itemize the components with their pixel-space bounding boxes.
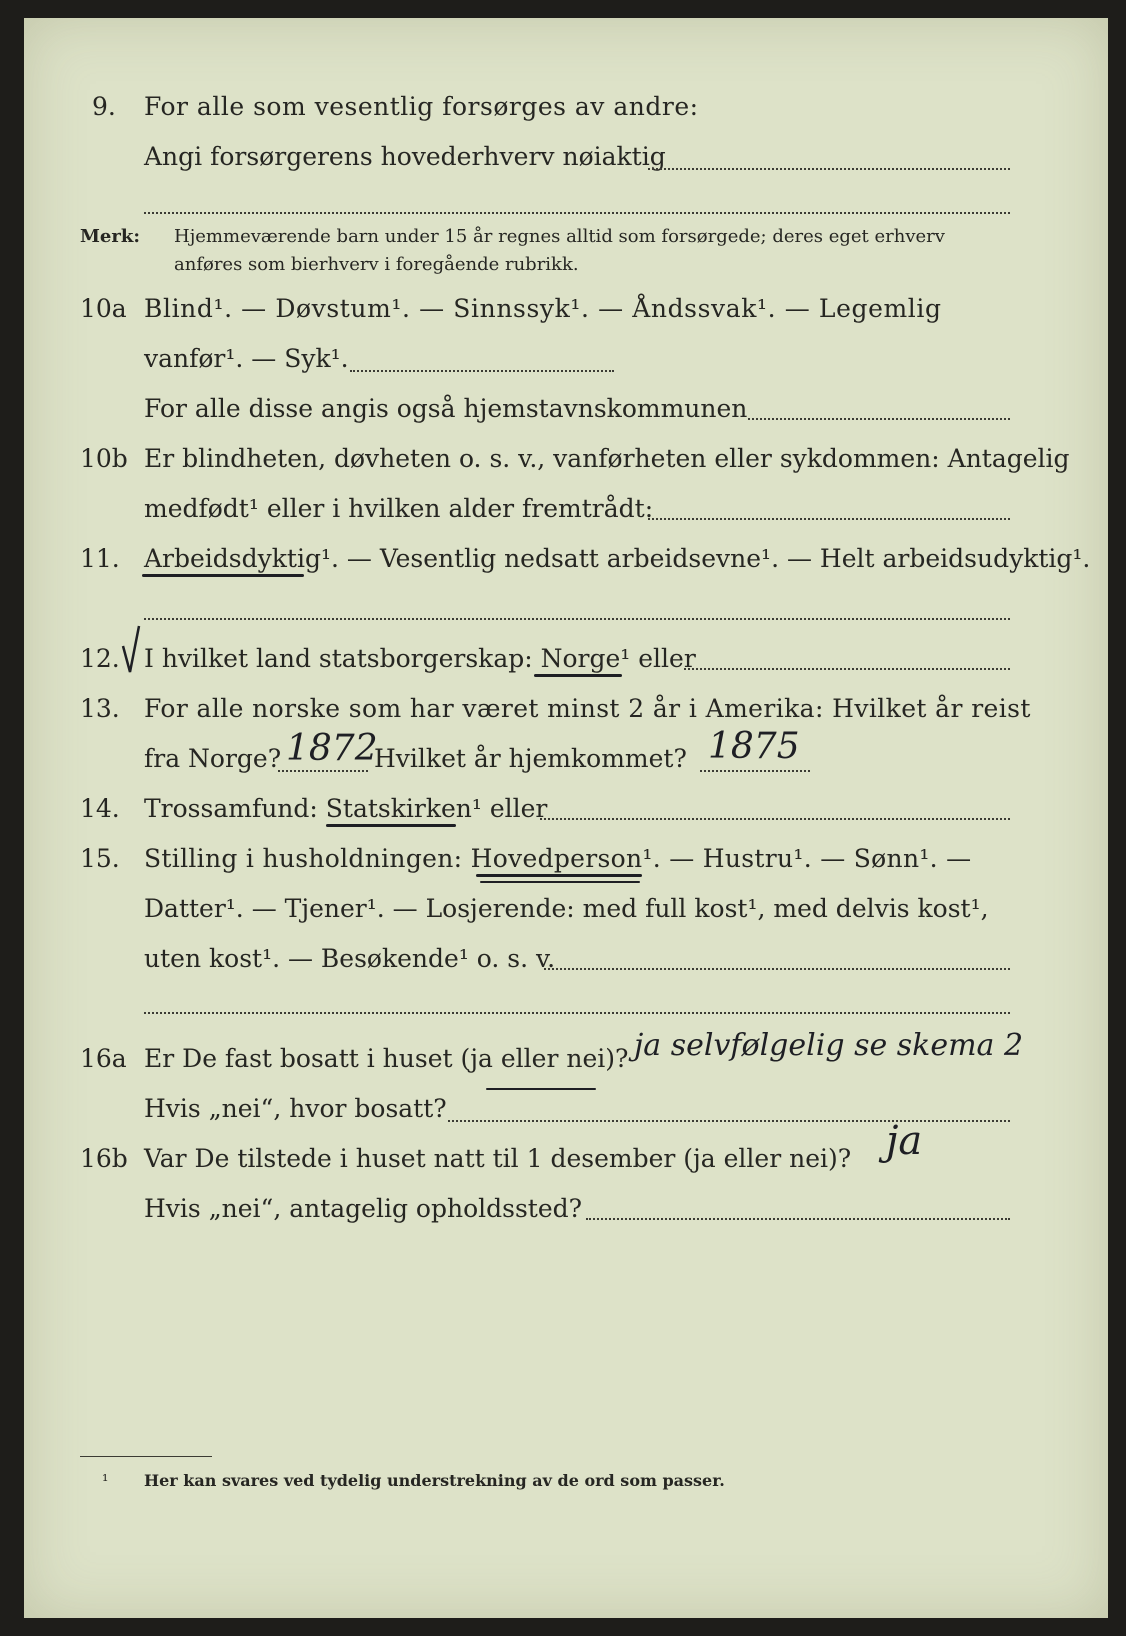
merk-label: Merk:	[80, 226, 140, 247]
q15-line1: Stilling i husholdningen: Hovedperson¹. — Hustru¹. — Sønn¹. —	[144, 844, 972, 873]
q10a-line3: For alle disse angis også hjemstavnskommunen	[144, 394, 748, 423]
q10b-line2: medfødt¹ eller i hvilken alder fremtrådt:	[144, 494, 654, 523]
q16b-handwritten-answer: ja	[886, 1118, 923, 1164]
merk-line1: Hjemmeværende barn under 15 år regnes alltid som forsørgede; deres eget erhverv	[174, 226, 945, 247]
q15-line3: uten kost¹. — Besøkende¹ o. s. v.	[144, 944, 556, 973]
q15-underline-hovedperson-2	[480, 881, 640, 883]
item-number-13: 13.	[80, 694, 120, 723]
item-number-16a: 16a	[80, 1044, 127, 1073]
q13-label-hjemkommet: Hvilket år hjemkommet?	[374, 744, 687, 773]
q15-underline-hovedperson	[476, 874, 642, 877]
item-number-10b: 10b	[80, 444, 128, 473]
footnote-marker: ¹	[102, 1471, 109, 1490]
q13-year-right-line	[700, 770, 810, 772]
item-number-16b: 16b	[80, 1144, 128, 1173]
q10a-line2: vanfør¹. — Syk¹.	[144, 344, 349, 373]
q16a-answer-line	[448, 1120, 1010, 1122]
q15-answer-line	[544, 968, 1010, 970]
q12-line1: I hvilket land statsborgerskap: Norge¹ eller	[144, 644, 696, 673]
q16a-handwritten-answer: ja selvfølgelig se skema 2	[634, 1028, 1024, 1063]
q15-answer-line-2	[144, 1012, 1010, 1014]
footnote-rule	[80, 1456, 212, 1457]
q14-underline-statskirken	[326, 824, 456, 827]
q10b-line1: Er blindheten, døvheten o. s. v., vanførheten eller sykdommen: Antagelig	[144, 444, 1070, 473]
q13-handwritten-year-right: 1875	[708, 726, 800, 767]
q10a-answer-line	[350, 370, 614, 372]
q11-underline-arbeidsdyktig	[142, 574, 304, 577]
q15-line2: Datter¹. — Tjener¹. — Losjerende: med full kost¹, med delvis kost¹,	[144, 894, 989, 923]
q14-answer-line	[540, 818, 1010, 820]
q16b-answer-line	[586, 1218, 1010, 1220]
q12-answer-line	[684, 668, 1010, 670]
q14-line1: Trossamfund: Statskirken¹ eller	[144, 794, 548, 823]
item-number-10a: 10a	[80, 294, 127, 323]
check-mark-12	[120, 622, 142, 678]
q16a-handwritten-stroke	[486, 1088, 596, 1090]
q16a-line1: Er De fast bosatt i huset (ja eller nei)?	[144, 1044, 629, 1073]
q16b-line2: Hvis „nei“, antagelig opholdssted?	[144, 1194, 583, 1223]
item-number-15: 15.	[80, 844, 120, 873]
q11-line1: Arbeidsdyktig¹. — Vesentlig nedsatt arbeidsevne¹. — Helt arbeidsudyktig¹.	[144, 544, 1091, 573]
q10a-line1: Blind¹. — Døvstum¹. — Sinnssyk¹. — Åndssvak¹. — Legemlig	[144, 294, 942, 323]
q10b-answer-line	[648, 518, 1010, 520]
q13-year-left-line	[278, 770, 368, 772]
item-number-11: 11.	[80, 544, 120, 573]
item-number-9: 9.	[92, 92, 116, 121]
item-number-12: 12.	[80, 644, 120, 673]
item-number-14: 14.	[80, 794, 120, 823]
q11-answer-line	[144, 618, 1010, 620]
merk-line2: anføres som bierhverv i foregående rubrikk.	[174, 254, 579, 275]
q9-line1: For alle som vesentlig forsørges av andre:	[144, 92, 699, 121]
q9-line2: Angi forsørgerens hovederhverv nøiaktig	[144, 142, 666, 171]
q9-answer-line	[648, 168, 1010, 170]
q13-line1: For alle norske som har været minst 2 år i Amerika: Hvilket år reist	[144, 694, 1031, 723]
q9-answer-line-2	[144, 212, 1010, 214]
footnote-text: Her kan svares ved tydelig understrekning av de ord som passer.	[144, 1471, 725, 1490]
q13-label-fra-norge: fra Norge?	[144, 744, 282, 773]
form-page	[24, 18, 1108, 1618]
q12-underline-norge	[534, 674, 622, 677]
q13-handwritten-year-left: 1872	[286, 728, 378, 769]
q16a-line2: Hvis „nei“, hvor bosatt?	[144, 1094, 447, 1123]
q10a-home-answer-line	[748, 418, 1010, 420]
q16b-line1: Var De tilstede i huset natt til 1 desember (ja eller nei)?	[144, 1144, 852, 1173]
